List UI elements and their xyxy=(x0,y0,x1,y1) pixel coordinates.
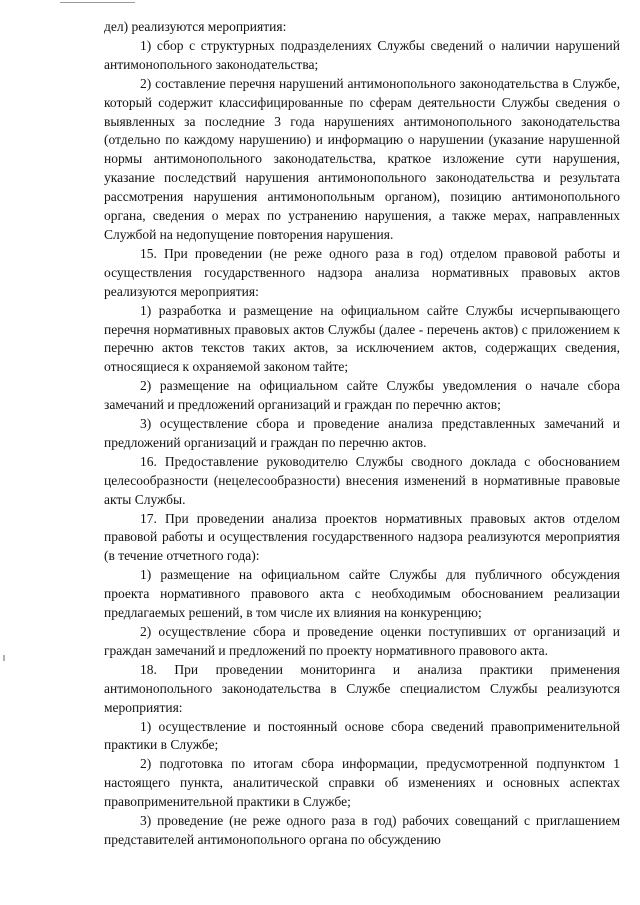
scan-top-rule xyxy=(60,2,135,3)
paragraph-15-item-2: 2) размещение на официальном сайте Службы уведомления о начале сбора замечаний и предложений организаций и граждан по перечню актов; xyxy=(104,378,620,413)
paragraph-18-item-3: 3) проведение (не реже одного раза в год) рабочих совещаний с приглашением представителей антимонопольного органа по обсуждению xyxy=(104,813,620,847)
paragraph-18-item-1: 1) осуществление и постоянный основе сбора сведений правоприменительной практики в Службе; xyxy=(104,718,620,753)
paragraph-17-item-1: 1) размещение на официальном сайте Службы для публичного обсуждения проекта нормативного правового акта с необходимым обоснованием реализации предлагаемых решений, в том числе их влияния на конкуренцию; xyxy=(104,567,620,621)
paragraph-15-item-1: 1) разработка и размещение на официальном сайте Службы исчерпывающего перечня нормативных правовых актов Службы (далее - перечень актов) с приложением к перечню актов текстов таких актов, за исключением актов, содержащих сведения, относящиеся к охраняемой законом тайте; xyxy=(104,302,620,375)
paragraph-16: 16. Предоставление руководителю Службы сводного доклада с обоснованием целесообразности (нецелесообразности) внесения изменений в нормативные правовые акты Службы. xyxy=(104,453,620,507)
paragraph-17: 17. При проведении анализа проектов нормативных правовых актов отделом правовой работы и осуществления государственного надзора реализуются мероприятия (в течение отчетного года): xyxy=(104,510,620,564)
document-page xyxy=(104,18,620,850)
paragraph-14-item-2: 2) составление перечня нарушений антимонопольного законодательства в Службе, который содержит классифицированные по сферам деятельности Службы сведения о выявленных за последние 3 года нарушениях антимонопольного законодательства (отдельно по каждому нарушению) и информацию о нарушении (указание нарушенной нормы антимонопольного законодательства, краткое изложение сути нарушения, указание последствий нарушения антимонопольного законодательства и результата рассмотрения нарушения антимонопольным органом), позицию антимонопольного органа, сведения о мерах по устранению нарушения, а также мерах, направленных Службой на недопущение повторения нарушения. xyxy=(104,75,620,242)
paragraph-15-item-3: 3) осуществление сбора и проведение анализа представленных замечаний и предложений организаций и граждан по перечню актов. xyxy=(104,416,620,450)
paragraph-14-item-1: 1) сбор с структурных подразделениях Службы сведений о наличии нарушений антимонопольного законодательства; xyxy=(104,37,620,72)
paragraph-15: 15. При проведении (не реже одного раза в год) отделом правовой работы и осуществления государственного надзора анализа нормативных правовых актов реализуются мероприятия: xyxy=(104,245,620,299)
paragraph-continuation: дел) реализуются мероприятия: xyxy=(104,19,287,34)
paragraph-17-item-2: 2) осуществление сбора и проведение оценки поступивших от организаций и граждан замечаний и предложений по проекту нормативного правового акта. xyxy=(104,624,620,658)
paragraph-18-item-2: 2) подготовка по итогам сбора информации, предусмотренной подпунктом 1 настоящего пункта, аналитической справки об изменениях и основных аспектах правоприменительной практики в Службе; xyxy=(104,756,620,810)
scan-margin-mark xyxy=(3,655,5,661)
paragraph-18: 18. При проведении мониторинга и анализа практики применения антимонопольного законодательства в Службе специалистом Службы реализуются мероприятия: xyxy=(104,661,620,715)
